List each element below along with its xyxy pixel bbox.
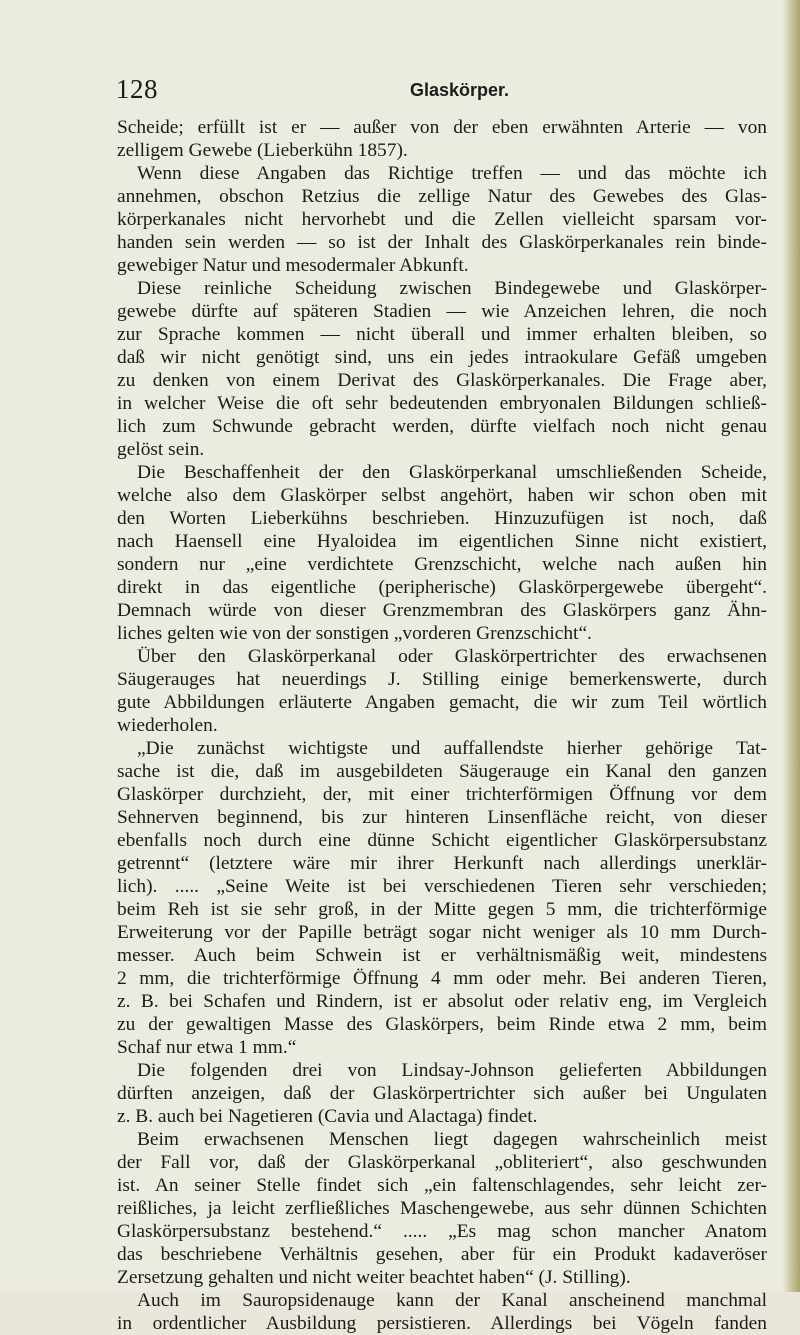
text-line: „Die zunächst wichtigste und auffallendste hierher gehörige Tat-	[137, 738, 767, 759]
text-line: Demnach würde von dieser Grenzmembran des Glaskörpers ganz Ähn-	[117, 600, 767, 621]
text-line: zur Sprache kommen — nicht überall und immer erhalten bleiben, so	[117, 324, 767, 345]
text-line: direkt in das eigentliche (peripherische) Glaskörpergewebe übergeht“.	[117, 577, 767, 598]
text-line: in ordentlicher Ausbildung persistieren. Allerdings bei Vögeln fanden	[117, 1313, 767, 1334]
text-line: in welcher Weise die oft sehr bedeutenden embryonalen Bildungen schließ-	[117, 393, 767, 414]
text-line: beim Reh ist sie sehr groß, in der Mitte gegen 5 mm, die trichterförmige	[117, 899, 767, 920]
text-line: Erweiterung vor der Papille beträgt sogar nicht weniger als 10 mm Durch-	[117, 922, 767, 943]
text-line: Scheide; erfüllt ist er — außer von der eben erwähnten Arterie — von	[117, 117, 767, 138]
text-line: 2 mm, die trichterförmige Öffnung 4 mm oder mehr. Bei anderen Tieren,	[117, 968, 767, 989]
text-line: ebenfalls noch durch eine dünne Schicht eigentlicher Glaskörpersubstanz	[117, 830, 767, 851]
text-line: getrennt“ (letztere wäre mir ihrer Herkunft nach allerdings unerklär-	[117, 853, 767, 874]
text-line: zu der gewaltigen Masse des Glaskörpers, beim Rinde etwa 2 mm, beim	[117, 1014, 767, 1035]
page-header	[0, 74, 782, 104]
text-line: sache ist die, daß im ausgebildeten Säugerauge ein Kanal den ganzen	[117, 761, 767, 782]
text-line: ist. An seiner Stelle findet sich „ein faltenschlagendes, sehr leicht zer-	[117, 1175, 767, 1196]
text-line: der Fall vor, daß der Glaskörperkanal „obliteriert“, also geschwunden	[117, 1152, 767, 1173]
text-line: lich zum Schwunde gebracht werden, dürfte vielfach noch nicht genau	[117, 416, 767, 437]
text-line: nach Haensell eine Hyaloidea im eigentlichen Sinne nicht existiert,	[117, 531, 767, 552]
text-line: das beschriebene Verhältnis gesehen, aber für ein Produkt kadaveröser	[117, 1244, 767, 1265]
text-line: Säugerauges hat neuerdings J. Stilling einige bemerkenswerte, durch	[117, 669, 767, 690]
text-line: reißliches, ja leicht zerfließliches Maschengewebe, aus sehr dünnen Schichten	[117, 1198, 767, 1219]
text-line: Zersetzung gehalten und nicht weiter beachtet haben“ (J. Stilling).	[117, 1267, 631, 1288]
text-line: z. B. bei Schafen und Rindern, ist er absolut oder relativ eng, im Vergleich	[117, 991, 767, 1012]
text-line: wiederholen.	[117, 715, 218, 736]
page-number: 128	[116, 74, 158, 104]
text-line: welche also dem Glaskörper selbst angehört, haben wir schon oben mit	[117, 485, 767, 506]
text-line: körperkanales nicht hervorhebt und die Zellen vielleicht sparsam vor-	[117, 209, 767, 230]
text-line: Diese reinliche Scheidung zwischen Bindegewebe und Glaskörper-	[137, 278, 767, 299]
page-edge	[782, 0, 800, 1292]
text-line: den Worten Lieberkühns beschrieben. Hinzuzufügen ist noch, daß	[117, 508, 767, 529]
text-line: Die folgenden drei von Lindsay-Johnson gelieferten Abbildungen	[137, 1060, 767, 1081]
text-line: Über den Glaskörperkanal oder Glaskörpertrichter des erwachsenen	[137, 646, 767, 667]
text-line: zelligem Gewebe (Lieberkühn 1857).	[117, 140, 408, 161]
text-line: Die Beschaffenheit der den Glaskörperkanal umschließenden Scheide,	[137, 462, 767, 483]
text-line: Schaf nur etwa 1 mm.“	[117, 1037, 297, 1058]
text-line: gewebe dürfte auf späteren Stadien — wie Anzeichen lehren, die noch	[117, 301, 767, 322]
text-line: Sehnerven beginnend, bis zur hinteren Linsenfläche reicht, von dieser	[117, 807, 767, 828]
text-line: gelöst sein.	[117, 439, 205, 460]
text-line: Glaskörper durchzieht, der, mit einer trichterförmigen Öffnung vor dem	[117, 784, 767, 805]
text-line: annehmen, obschon Retzius die zellige Natur des Gewebes des Glas-	[117, 186, 767, 207]
text-line: dürften anzeigen, daß der Glaskörpertrichter sich außer bei Ungulaten	[117, 1083, 767, 1104]
text-line: Glaskörpersubstanz bestehend.“ ..... „Es mag schon mancher Anatom	[117, 1221, 767, 1242]
text-line: gewebiger Natur und mesodermaler Abkunft.	[117, 255, 469, 276]
text-line: daß wir nicht genötigt sind, uns ein jedes intraokulare Gefäß umgeben	[117, 347, 767, 368]
text-line: messer. Auch beim Schwein ist er verhältnismäßig weit, mindestens	[117, 945, 767, 966]
body-text	[117, 116, 767, 1335]
running-head: Glaskörper.	[410, 80, 510, 100]
text-line: gute Abbildungen erläuterte Angaben gemacht, die wir zum Teil wörtlich	[117, 692, 767, 713]
text-line: sondern nur „eine verdichtete Grenzschicht, welche nach außen hin	[117, 554, 767, 575]
text-line: zu denken von einem Derivat des Glaskörperkanales. Die Frage aber,	[117, 370, 767, 391]
text-line: Beim erwachsenen Menschen liegt dagegen wahrscheinlich meist	[137, 1129, 767, 1150]
text-line: lich). ..... „Seine Weite ist bei verschiedenen Tieren sehr verschieden;	[117, 876, 767, 897]
text-line: liches gelten wie von der sonstigen „vorderen Grenzschicht“.	[117, 623, 592, 644]
text-line: Wenn diese Angaben das Richtige treffen — und das möchte ich	[137, 163, 767, 184]
text-line: z. B. auch bei Nagetieren (Cavia und Alactaga) findet.	[117, 1106, 538, 1127]
text-line: handen sein werden — so ist der Inhalt des Glaskörperkanales rein binde-	[117, 232, 767, 253]
text-line: Auch im Sauropsidenauge kann der Kanal anscheinend manchmal	[137, 1290, 767, 1311]
